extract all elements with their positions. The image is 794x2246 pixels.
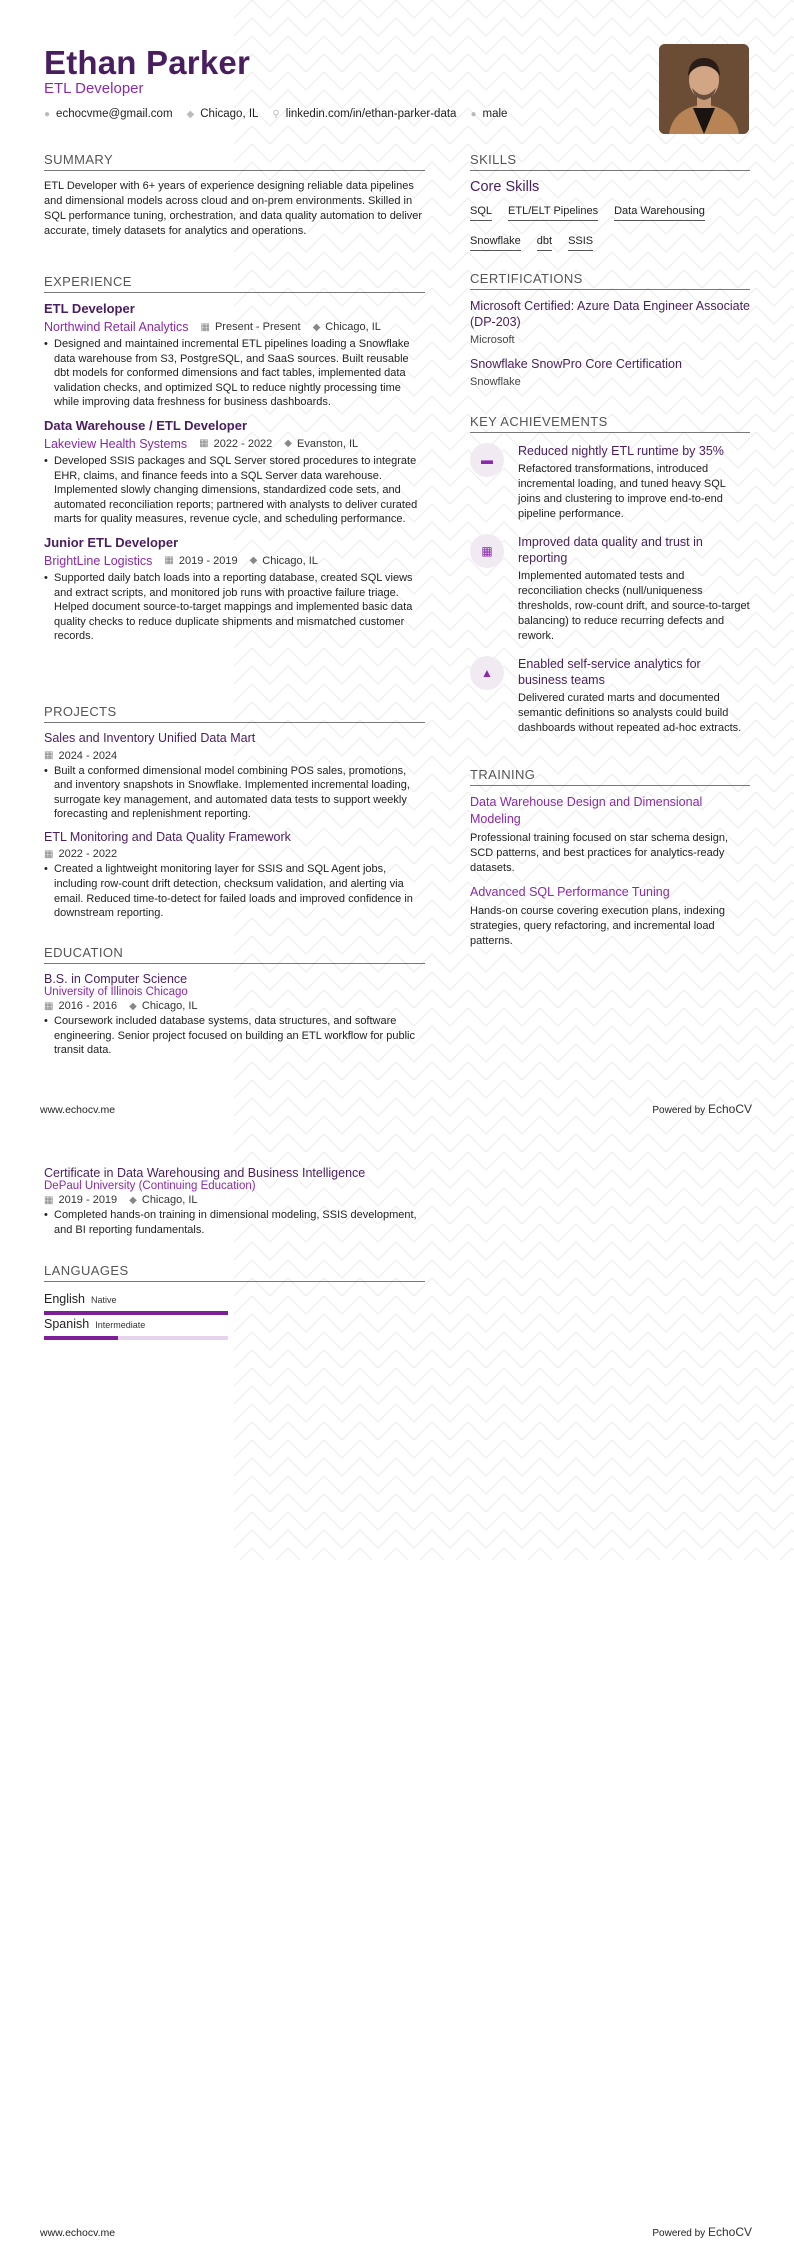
- school-name: DePaul University (Continuing Education): [44, 1180, 256, 1192]
- languages-heading: LANGUAGES: [44, 1263, 425, 1282]
- email-icon: ●: [44, 108, 51, 120]
- certification-title: Snowflake SnowPro Core Certification: [470, 357, 682, 371]
- achievement-item: [470, 534, 750, 644]
- contact-gender: ● male: [470, 108, 508, 120]
- job-title: Junior ETL Developer: [44, 534, 179, 550]
- language-proficiency-fill: [44, 1336, 118, 1340]
- certification-title: Microsoft Certified: Azure Data Engineer Associate (DP-203): [470, 299, 750, 329]
- location-pin-icon: ◆: [186, 108, 195, 120]
- job-company: BrightLine Logistics: [44, 553, 153, 568]
- calendar-icon: ▦: [200, 321, 210, 333]
- person-icon: ●: [470, 108, 477, 120]
- achievement-text: Refactored transformations, introduced incremental loading, and tuned heavy SQL joins and clustering to improve end-to-end pipeline performance.: [518, 463, 726, 520]
- training-text: Hands-on course covering execution plans, indexing strategies, query refactoring, and incremental load patterns.: [470, 905, 725, 947]
- language-item: [44, 1290, 228, 1315]
- job-title: Data Warehouse / ETL Developer: [44, 417, 248, 433]
- achievement-item: [470, 656, 750, 736]
- language-item: [44, 1315, 228, 1340]
- footer-powered-by: Powered by EchoCV: [652, 2225, 752, 2239]
- calendar-icon: ▦: [44, 750, 54, 761]
- training-section: [470, 767, 750, 949]
- certifications-section: [470, 271, 750, 398]
- skill-tag: SQL: [470, 205, 492, 221]
- contact-location: ◆ Chicago, IL: [186, 108, 259, 120]
- job-dates: ▦ 2022 - 2022: [199, 437, 273, 450]
- job-entry: [44, 418, 425, 527]
- job-dates: ▦ 2019 - 2019: [164, 554, 238, 567]
- contact-linkedin[interactable]: ⚲ linkedin.com/in/ethan-parker-data: [272, 108, 457, 120]
- contact-row: [44, 108, 521, 120]
- skill-tag: Data Warehousing: [614, 205, 705, 221]
- education-bullet: • Completed hands-on training in dimensional modeling, SSIS development, and BI reporting fundamentals.: [44, 1208, 425, 1237]
- calendar-icon: ▦: [199, 438, 209, 450]
- job-entry: [44, 301, 425, 410]
- certification-issuer: Snowflake: [470, 376, 521, 388]
- language-proficiency-bar: [44, 1311, 228, 1315]
- certifications-heading: CERTIFICATIONS: [470, 271, 750, 290]
- profile-photo: [659, 44, 749, 134]
- candidate-role: ETL Developer: [44, 80, 144, 97]
- footer-brand: EchoCV: [707, 1102, 752, 1116]
- experience-heading: EXPERIENCE: [44, 274, 425, 293]
- location-pin-icon: ◆: [129, 1000, 137, 1012]
- job-entry: [44, 535, 425, 644]
- location-pin-icon: ◆: [249, 555, 258, 567]
- language-name: Spanish: [44, 1317, 90, 1331]
- training-title: Advanced SQL Performance Tuning: [470, 885, 670, 899]
- job-title: ETL Developer: [44, 301, 135, 316]
- job-location: ◆ Chicago, IL: [249, 554, 318, 567]
- education-location: ◆ Chicago, IL: [129, 1194, 198, 1206]
- education-section: [44, 945, 425, 1058]
- candidate-name: Ethan Parker: [44, 44, 250, 81]
- calendar-icon: ▦: [44, 1194, 54, 1206]
- chat-icon: ▬: [470, 443, 504, 477]
- education-entry: [44, 1166, 425, 1237]
- skills-list: [470, 201, 750, 261]
- languages-section: [44, 1263, 425, 1340]
- education-bullet: • Coursework included database systems, data structures, and software engineering. Senior project focused on building an ETL workflow for public transit data.: [44, 1014, 425, 1058]
- project-entry: [44, 830, 425, 921]
- job-company: Northwind Retail Analytics: [44, 320, 189, 334]
- summary-heading: SUMMARY: [44, 152, 425, 171]
- skill-tag: SSIS: [568, 235, 593, 251]
- job-company: Lakeview Health Systems: [44, 436, 188, 451]
- training-heading: TRAINING: [470, 767, 750, 786]
- achievement-item: [470, 443, 750, 522]
- location-pin-icon: ◆: [129, 1194, 137, 1206]
- language-proficiency-fill: [44, 1311, 228, 1315]
- training-text: Professional training focused on star schema design, SCD patterns, and best practices for analytics-ready datasets.: [470, 832, 729, 874]
- calendar-icon: ▦: [44, 1000, 54, 1012]
- calendar-icon: ▦: [164, 555, 174, 567]
- language-proficiency-bar: [44, 1336, 228, 1340]
- project-title: Sales and Inventory Unified Data Mart: [44, 731, 256, 745]
- calendar-icon: ▦: [470, 534, 504, 568]
- footer-brand: EchoCV: [707, 2225, 752, 2239]
- achievements-heading: KEY ACHIEVEMENTS: [470, 414, 750, 433]
- language-name: English: [44, 1292, 85, 1306]
- degree-title: Certificate in Data Warehousing and Business Intelligence: [44, 1166, 366, 1180]
- project-bullet: • Created a lightweight monitoring layer for SSIS and SQL Agent jobs, including row-count drift detection, checksum validation, and alerting via email. Reduced time-to-detect for failed loads and improved confidence in downstream reporting.: [44, 862, 425, 920]
- certification-issuer: Microsoft: [470, 334, 515, 346]
- education-heading: EDUCATION: [44, 945, 425, 964]
- project-entry: [44, 731, 425, 822]
- experience-section: [44, 274, 425, 644]
- achievement-title: Reduced nightly ETL runtime by 35%: [518, 444, 724, 458]
- skill-tag: ETL/ELT Pipelines: [508, 205, 598, 221]
- achievement-title: Improved data quality and trust in reporting: [518, 535, 703, 565]
- footer-site-link[interactable]: www.echocv.me: [40, 1104, 116, 1116]
- location-pin-icon: ◆: [284, 438, 292, 450]
- school-name: University of Illinois Chicago: [44, 986, 188, 998]
- skill-tag: dbt: [537, 235, 552, 251]
- project-dates: ▦ 2022 - 2022: [44, 848, 118, 861]
- calendar-icon: ▦: [44, 848, 54, 860]
- achievement-text: Implemented automated tests and reconciliation checks (null/uniqueness thresholds, row-count drift, and source-to-target balancing) to reduce recurring defects and rework.: [518, 570, 750, 642]
- language-level: Intermediate: [95, 1320, 146, 1330]
- job-dates: ▦ Present - Present: [200, 321, 301, 333]
- summary-text: ETL Developer with 6+ years of experience designing reliable data pipelines and dimensional models across cloud and on-prem environments. Skilled in SQL performance tuning, orchestration, and data quality automation to deliver accurate, timely datasets for analytics and operations.: [44, 180, 423, 237]
- location-pin-icon: ◆: [312, 321, 321, 333]
- job-location: ◆ Chicago, IL: [312, 321, 381, 333]
- projects-section: [44, 704, 425, 921]
- skills-heading: SKILLS: [470, 152, 750, 171]
- education-dates: ▦ 2019 - 2019: [44, 1194, 118, 1206]
- project-title: ETL Monitoring and Data Quality Framework: [44, 829, 291, 844]
- degree-title: B.S. in Computer Science: [44, 972, 188, 986]
- education-entry: [44, 972, 425, 1058]
- job-bullet: • Developed SSIS packages and SQL Server stored procedures to integrate EHR, claims, and finance feeds into a SQL Server data warehouse. Implemented slowly changing dimensions, standardized code sets, and automated reconciliation reports; partnered with analysts to deliver curated marts for quality measures, revenue cycle, and scheduling performance.: [44, 454, 425, 527]
- skills-group-title: Core Skills: [470, 179, 540, 195]
- job-bullet: • Supported daily batch loads into a reporting database, created SQL views and extract scripts, and monitored job runs with proactive failure triage. Helped document source-to-target mappings and implemented basic data quality checks to reduce duplicate shipments and mismatched customer records.: [44, 571, 425, 644]
- job-location: ◆ Evanston, IL: [284, 437, 359, 450]
- achievements-section: [470, 414, 750, 748]
- project-bullet: • Built a conformed dimensional model combining POS sales, promotions, and inventory snapshots in Snowflake. Implemented incremental loading, surrogate key management, and automated data tests to support weekly forecasting and replenishment reporting.: [44, 764, 425, 822]
- job-bullet: • Designed and maintained incremental ETL pipelines loading a Snowflake data warehouse from S3, PostgreSQL, and SaaS sources. Built reusable dbt models for conformed dimensions and fact tables, implemented data validation checks, and optimized SQL to reduce nightly processing time while improving data freshness for business dashboards.: [44, 337, 425, 410]
- projects-heading: PROJECTS: [44, 704, 425, 723]
- training-title: Data Warehouse Design and Dimensional Modeling: [470, 795, 703, 826]
- bell-icon: ▲: [470, 656, 504, 690]
- contact-email[interactable]: ● echocvme@gmail.com: [44, 108, 173, 120]
- language-level: Native: [91, 1295, 117, 1305]
- achievement-title: Enabled self-service analytics for business teams: [518, 657, 701, 687]
- skills-section: [470, 152, 750, 261]
- education-dates: ▦ 2016 - 2016: [44, 1000, 118, 1012]
- education-location: ◆ Chicago, IL: [129, 1000, 198, 1012]
- achievement-text: Delivered curated marts and documented semantic definitions so analysts could build dashboards without repeated ad-hoc extracts.: [518, 692, 742, 734]
- link-icon: ⚲: [272, 108, 280, 120]
- skill-tag: Snowflake: [470, 235, 521, 251]
- footer-site-link[interactable]: www.echocv.me: [40, 2227, 116, 2239]
- project-dates: ▦ 2024 - 2024: [44, 749, 118, 762]
- footer-powered-by: Powered by EchoCV: [652, 1102, 752, 1116]
